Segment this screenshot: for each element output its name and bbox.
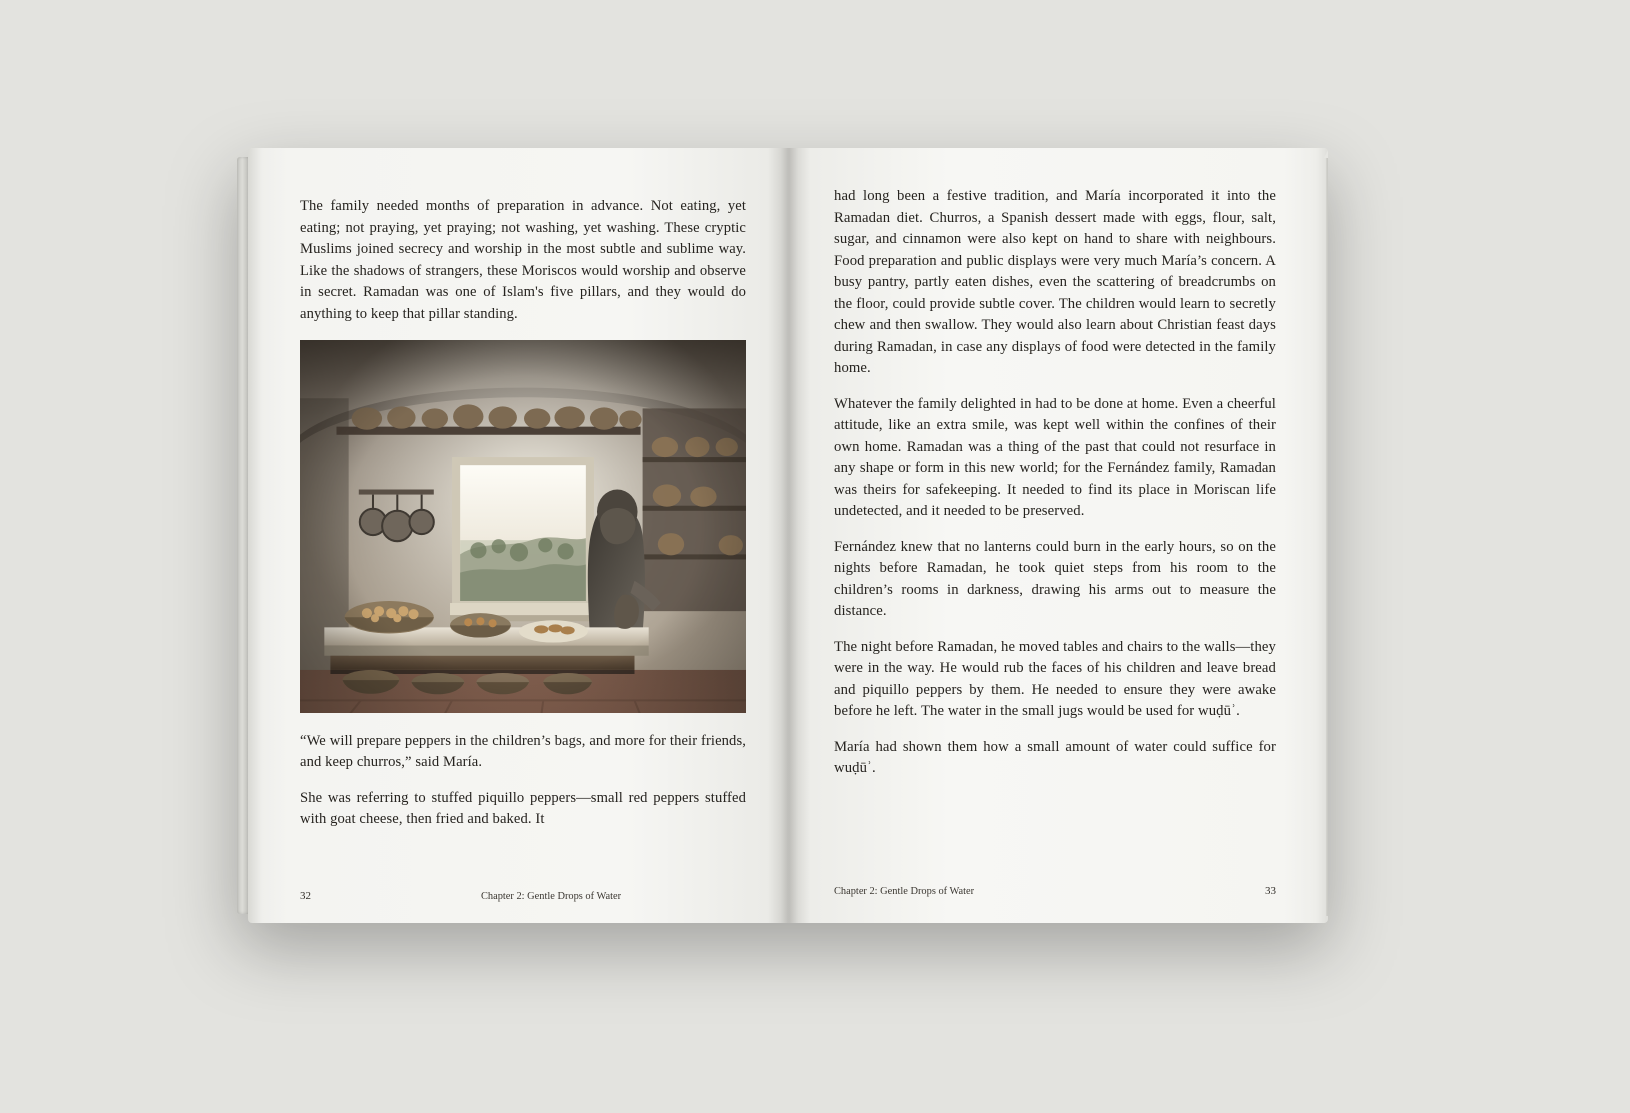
right-paragraph-3: Fernández knew that no lanterns could burn in the early hours, so on the nights before Ramadan, he took quiet steps from his room to the children’s rooms in darkness, drawing his arms out to measure the distance. <box>834 538 1276 619</box>
left-page-chapter-label: Chapter 2: Gentle Drops of Water <box>480 890 622 902</box>
right-page-number: 33 <box>1265 885 1276 897</box>
right-paragraph-4: The night before Ramadan, he moved tables and chairs to the walls—they were in the way. He would rub the faces of his children and leave bread and piquillo peppers by them. He needed to ensure they were awake before he left. The water in the small jugs would be used for wuḍūʾ. <box>834 638 1276 719</box>
open-book <box>248 148 1328 923</box>
left-page <box>248 148 788 923</box>
right-page-chapter-label: Chapter 2: Gentle Drops of Water <box>834 885 975 897</box>
right-paragraph-1: had long been a festive tradition, and María incorporated it into the Ramadan diet. Churros, a Spanish dessert made with eggs, flour, salt, sugar, and cinnamon were also kept on hand to share with neighbours. Food preparation and public displays were very much María’s concern. A busy pantry, partly eaten dishes, even the scattering of breadcrumbs on the floor, could provide subtle cover. The children would learn to secretly chew and then swallow. They would also learn about Christian feast days during Ramadan, in case any displays of food were detected in the family home. <box>834 188 1276 376</box>
left-paragraph-2: “We will prepare peppers in the children’s bags, and more for their friends, and keep churros,” said María. <box>300 732 746 771</box>
kitchen-pantry-illustration <box>300 340 746 713</box>
left-page-number: 32 <box>300 890 311 902</box>
right-page-block-top <box>1324 150 1328 158</box>
left-page-footer <box>300 889 746 903</box>
right-page-footer <box>834 884 1276 898</box>
right-paragraph-5: María had shown them how a small amount of water could suffice for wuḍūʾ. <box>834 738 1276 776</box>
illustration-artwork <box>300 340 746 713</box>
left-paragraph-3: She was referring to stuffed piquillo peppers—small red peppers stuffed with goat cheese, then fried and baked. It <box>300 789 746 828</box>
left-paragraph-1: The family needed months of preparation in advance. Not eating, yet eating; not praying, yet praying; not washing, yet washing. These cryptic Muslims joined secrecy and worship in the most subtle and sublime way. Like the shadows of strangers, these Moriscos would worship and observe in secret. Ramadan was one of Islam's five pillars, and they would do anything to keep that pillar standing. <box>300 198 746 322</box>
right-page <box>788 148 1328 923</box>
right-paragraph-2: Whatever the family delighted in had to be done at home. Even a cheerful attitude, like an extra smile, was kept well within the confines of their own home. Ramadan was a thing of the past that could not resurface in any shape or form in this new world; for the Fernández family, Ramadan was theirs for safekeeping. It needed to find its place in Moriscan life undetected, and it needed to be preserved. <box>834 395 1276 519</box>
right-page-block-edge <box>1326 154 1328 916</box>
